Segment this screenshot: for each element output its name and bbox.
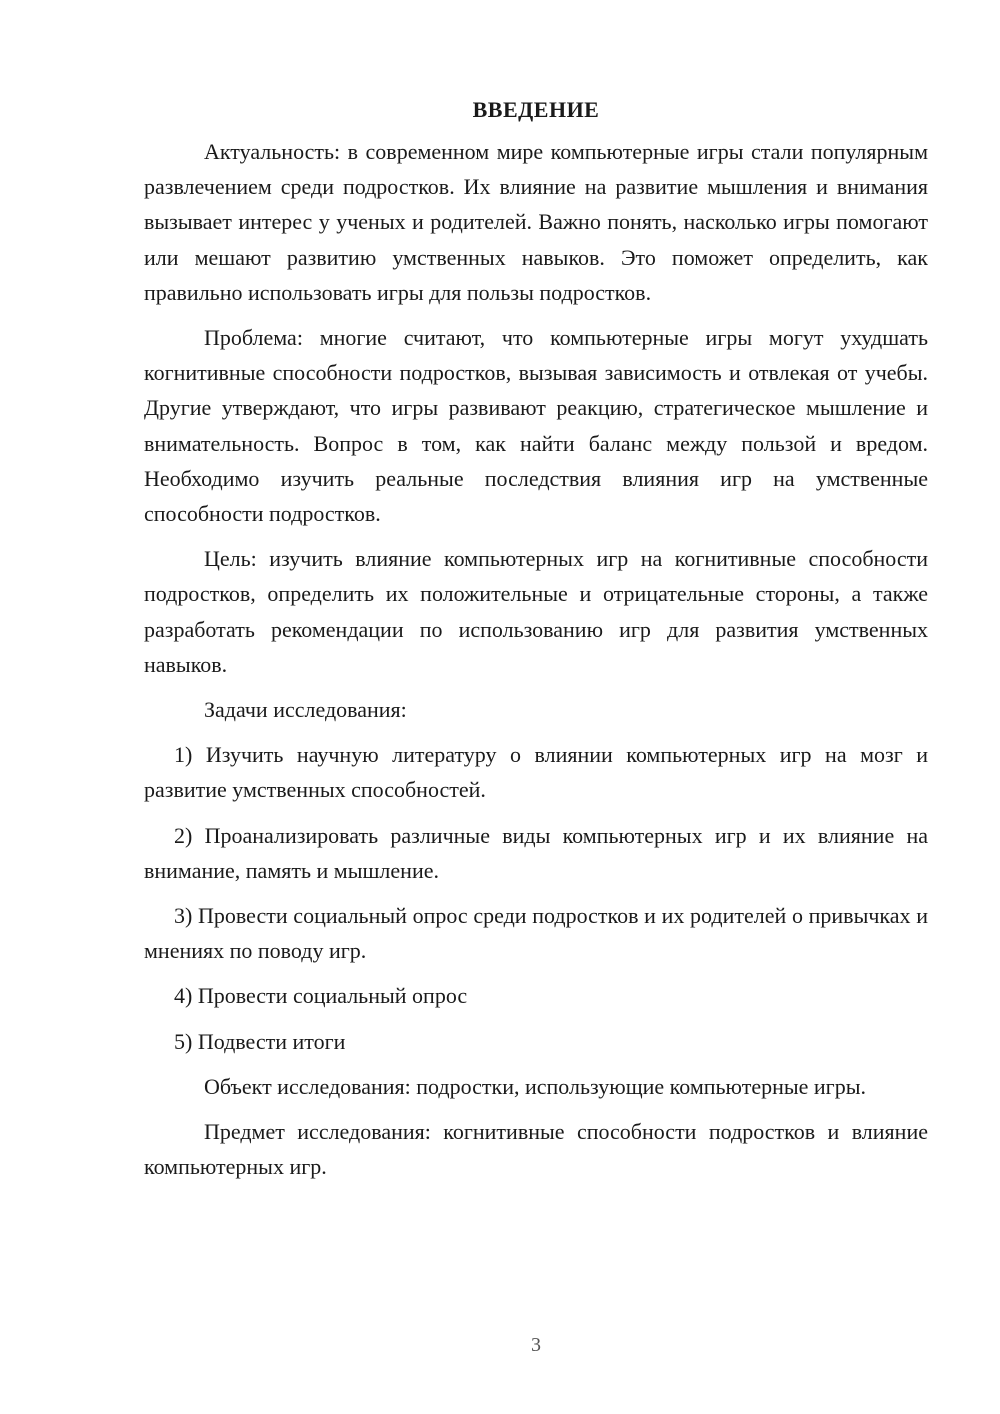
task-item-2: 2) Проанализировать различные виды компьютерных игр и их влияние на внимание, память и мышление. — [144, 822, 928, 883]
page-number: 3 — [531, 1334, 541, 1356]
paragraph-relevance: Актуальность: в современном мире компьютерные игры стали популярным развлечением среди подростков. Их влияние на развитие мышления и внимания вызывает интерес у ученых и родителей. Важно понять, насколько игры помогают или мешают развитию умственных навыков. Это поможет определить, как правильно использовать игры для пользы подростков. — [144, 139, 928, 305]
section-heading: ВВЕДЕНИЕ — [472, 97, 600, 122]
task-item-3: 3) Провести социальный опрос среди подростков и их родителей о привычках и мнениях по поводу игр. — [144, 903, 928, 964]
paragraph-problem: Проблема: многие считают, что компьютерные игры могут ухудшать когнитивные способности подростков, вызывая зависимость и отвлекая от учебы. Другие утверждают, что игры развивают реакцию, стратегическое мышление и внимательность. Вопрос в том, как найти баланс между пользой и вредом. Необходимо изучить реальные последствия влияния игр на умственные способности подростков. — [144, 325, 928, 527]
task-item-4: 4) Провести социальный опрос — [174, 983, 468, 1009]
task-item-5: 5) Подвести итоги — [174, 1028, 346, 1054]
task-item-1: 1) Изучить научную литературу о влиянии компьютерных игр на мозг и развитие умственных способностей. — [144, 742, 928, 803]
paragraph-object: Объект исследования: подростки, использующие компьютерные игры. — [204, 1073, 866, 1099]
paragraph-goal: Цель: изучить влияние компьютерных игр на когнитивные способности подростков, определить их положительные и отрицательные стороны, а также разработать рекомендации по использованию игр для развития умственных навыков. — [144, 546, 928, 677]
paragraph-subject: Предмет исследования: когнитивные способности подростков и влияние компьютерных игр. — [144, 1119, 928, 1180]
document-page — [144, 94, 928, 1194]
paragraph-tasks-intro: Задачи исследования: — [204, 697, 407, 723]
